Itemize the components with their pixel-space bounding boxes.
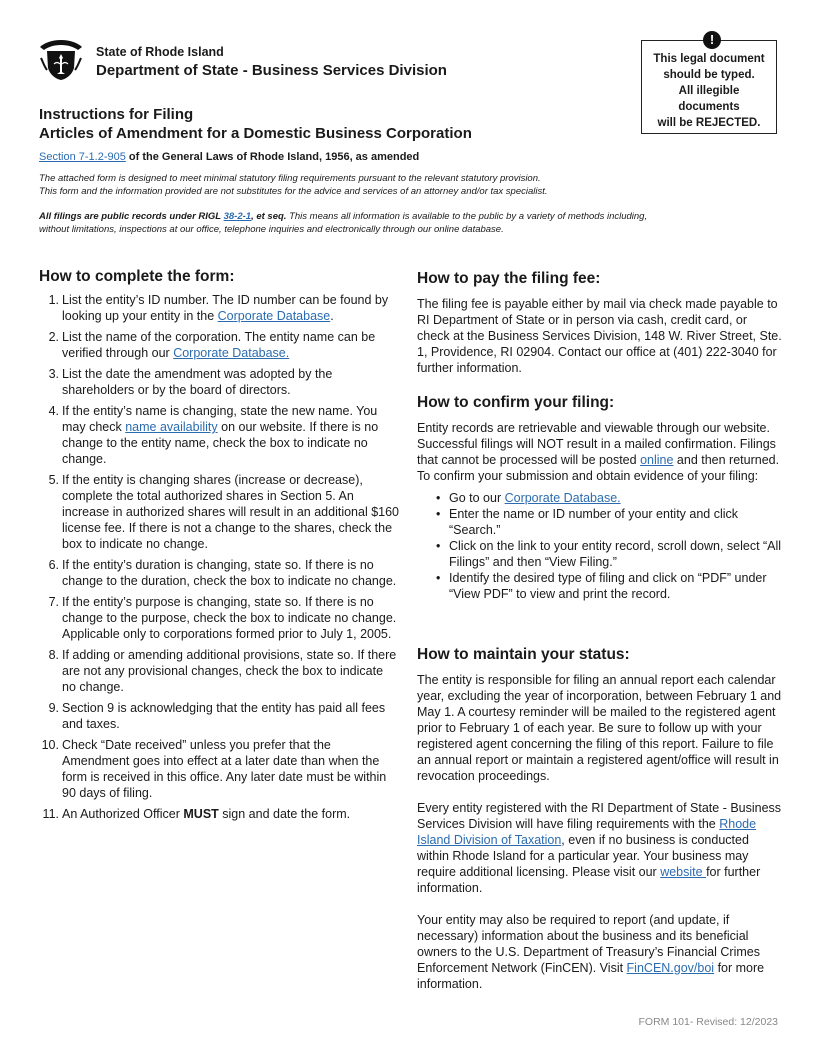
list-item bbox=[39, 647, 399, 695]
complete-list bbox=[39, 292, 399, 827]
list-item bbox=[39, 806, 399, 822]
maintain-heading: How to maintain your status: bbox=[417, 646, 630, 663]
warning-line: will be REJECTED. bbox=[657, 117, 761, 129]
item-bold: MUST bbox=[183, 807, 219, 821]
state-name: State of Rhode Island bbox=[96, 45, 224, 59]
list-item bbox=[39, 594, 399, 642]
disclaimer-line1: The attached form is designed to meet minimal statutory filing requirements pursuant to the relevant statutory provision. bbox=[39, 173, 541, 184]
corporate-database-link[interactable]: Corporate Database. bbox=[173, 346, 290, 360]
maintain-p1: The entity is responsible for filing an annual report each calendar year, excluding the year of incorporation, between February 1 and May 1. A courtesy reminder will be mailed to the registered agent prior to February 1 of each year. Be sure to follow up with your registered agent concerning the filing of this report. Failure to file an annual report or maintain a registered agent/office will result in revocation proceedings. bbox=[417, 673, 782, 783]
bullet-text: Enter the name or ID number of your entity and click “Search.” bbox=[449, 507, 739, 537]
public-line2: without limitations, inspections at our office, telephone inquiries and electronically through our online database. bbox=[39, 224, 504, 235]
bullet-item bbox=[436, 538, 782, 570]
corporate-database-link[interactable]: Corporate Database. bbox=[504, 491, 621, 505]
item-text: If adding or amending additional provisions, state so. If there are not any provisional changes, check the box to indicate no change. bbox=[62, 648, 397, 694]
item-number: 11. bbox=[42, 807, 59, 821]
bullet-item bbox=[436, 506, 782, 538]
bullet-text: Go to our bbox=[449, 491, 505, 505]
list-item bbox=[39, 329, 399, 361]
item-number: 9. bbox=[48, 701, 59, 715]
doc-title-line1: Instructions for Filing bbox=[39, 106, 194, 123]
item-number: 6. bbox=[48, 558, 59, 572]
item-text: Section 9 is acknowledging that the entity has paid all fees and taxes. bbox=[62, 701, 386, 731]
maintain-text: Your entity may also be required to report (and update, if necessary) information about the business and its beneficial owners to the U.S. Department of Treasury’s Financial Crimes Enforcement Network (FinCEN). Visit bbox=[417, 913, 760, 975]
fincen-link[interactable]: FinCEN.gov/boi bbox=[626, 961, 715, 975]
item-text: List the entity’s ID number. The ID number can be found by looking up your entity in the bbox=[62, 293, 389, 323]
item-text: If the entity’s duration is changing, state so. If there is no change to the duration, check the box to indicate no change. bbox=[62, 558, 397, 588]
law-text: of the General Laws of Rhode Island, 1956, as amended bbox=[125, 151, 420, 163]
public-records-note bbox=[39, 210, 647, 236]
item-number: 3. bbox=[48, 367, 59, 381]
bullet-item bbox=[436, 570, 782, 602]
list-item bbox=[39, 292, 399, 324]
disclaimer-line2: This form and the information provided are not substitutes for the advice and services of an attorney and/or tax specialist. bbox=[39, 186, 548, 197]
item-text: If the entity’s purpose is changing, state so. If there is no change to the purpose, check the box to indicate no change. Applicable only to corporations formed prior to July 1, 2005. bbox=[62, 595, 397, 641]
public-bold-post: , et seq. bbox=[251, 211, 287, 222]
confirm-text: and then returned. To confirm your submission and obtain evidence of your filing: bbox=[417, 453, 780, 483]
warning-line: All illegible bbox=[678, 85, 740, 97]
maintain-p3 bbox=[417, 912, 782, 992]
exclamation-icon: ! bbox=[703, 31, 721, 49]
warning-line: This legal document bbox=[653, 53, 765, 65]
doc-title-line2: Articles of Amendment for a Domestic Business Corporation bbox=[39, 125, 472, 142]
item-number: 1. bbox=[48, 293, 59, 307]
item-number: 5. bbox=[48, 473, 59, 487]
name-availability-link[interactable]: name availability bbox=[125, 420, 218, 434]
taxation-link[interactable]: Rhode Island Division of Taxation bbox=[417, 817, 757, 847]
website-link[interactable]: website bbox=[660, 865, 707, 879]
department-name: Department of State - Business Services Division bbox=[96, 62, 447, 79]
item-number: 7. bbox=[48, 595, 59, 609]
item-text: If the entity is changing shares (increase or decrease), complete the total authorized shares in Section 5. An increase in authorized shares will result in an additional $160 license fee. If there is not a change to the shares, check the box to indicate no change. bbox=[62, 473, 400, 551]
item-text: Check “Date received” unless you prefer that the Amendment goes into effect at a later date than when the form is received in this office. Any later date must be within 90 days of filing. bbox=[62, 738, 387, 800]
list-item bbox=[39, 472, 399, 552]
maintain-text: Every entity registered with the RI Department of State - Business Services Division will have filing requirements with the bbox=[417, 801, 782, 831]
item-number: 10. bbox=[41, 738, 59, 752]
pay-text: The filing fee is payable either by mail via check made payable to RI Department of State or in person via cash, credit card, or check at the Business Services Division, 148 W. River Street, Ste. 1, Providence, RI 02904. Contact our office at (401) 222-3040 for further information. bbox=[417, 297, 782, 375]
complete-heading: How to complete the form: bbox=[39, 268, 235, 285]
item-text: List the date the amendment was adopted by the shareholders or by the board of directors. bbox=[62, 367, 333, 397]
item-number: 4. bbox=[48, 404, 59, 418]
item-number: 8. bbox=[48, 648, 59, 662]
warning-box bbox=[641, 32, 777, 134]
public-bold-pre: All filings are public records under RIGL bbox=[39, 211, 224, 222]
bullet-text: Click on the link to your entity record, scroll down, select “All Filings” and then “View Filing.” bbox=[449, 539, 782, 569]
list-item bbox=[39, 557, 399, 589]
rigl-link[interactable]: 38-2-1 bbox=[223, 211, 252, 222]
online-link[interactable]: online bbox=[640, 453, 674, 467]
item-text: An Authorized Officer bbox=[62, 807, 184, 821]
confirm-section bbox=[417, 420, 782, 602]
item-text: If the entity’s name is changing, state the new name. You may check bbox=[62, 404, 378, 434]
item-text: on our website. If there is no change to the entity name, check the box to indicate no change. bbox=[62, 420, 379, 466]
bullet-text: Identify the desired type of filing and click on “PDF” under “View PDF” to view and print the record. bbox=[449, 571, 767, 601]
disclaimer bbox=[39, 172, 548, 198]
bullet-item bbox=[436, 490, 782, 506]
list-item bbox=[39, 700, 399, 732]
corporate-database-link[interactable]: Corporate Database bbox=[217, 309, 331, 323]
form-number: FORM 101- Revised: 12/2023 bbox=[638, 1016, 778, 1028]
confirm-text: Entity records are retrievable and viewable through our website. Successful filings will NOT result in a mailed confirmation. Filings that cannot be processed will be posted bbox=[417, 421, 776, 467]
maintain-text: , even if no business is conducted within Rhode Island for a particular year. Your business may require additional licensing. Please visit our bbox=[417, 833, 749, 879]
maintain-text: for more information. bbox=[417, 961, 765, 991]
warning-line: documents bbox=[678, 101, 740, 113]
public-line1: This means all information is available to the public by a variety of methods including, bbox=[286, 211, 648, 222]
item-text: . bbox=[330, 309, 334, 323]
state-seal-icon bbox=[38, 38, 84, 82]
confirm-heading: How to confirm your filing: bbox=[417, 394, 615, 411]
list-item bbox=[39, 737, 399, 801]
list-item bbox=[39, 366, 399, 398]
warning-line: should be typed. bbox=[663, 69, 755, 81]
list-item bbox=[39, 403, 399, 467]
pay-heading: How to pay the filing fee: bbox=[417, 270, 601, 287]
maintain-p2 bbox=[417, 800, 782, 896]
section-link[interactable]: Section 7-1.2-905 bbox=[39, 151, 126, 163]
item-number: 2. bbox=[48, 330, 59, 344]
law-reference bbox=[39, 151, 419, 163]
maintain-text: for further information. bbox=[417, 865, 761, 895]
item-text: List the name of the corporation. The entity name can be verified through our bbox=[62, 330, 376, 360]
item-text: sign and date the form. bbox=[218, 807, 351, 821]
